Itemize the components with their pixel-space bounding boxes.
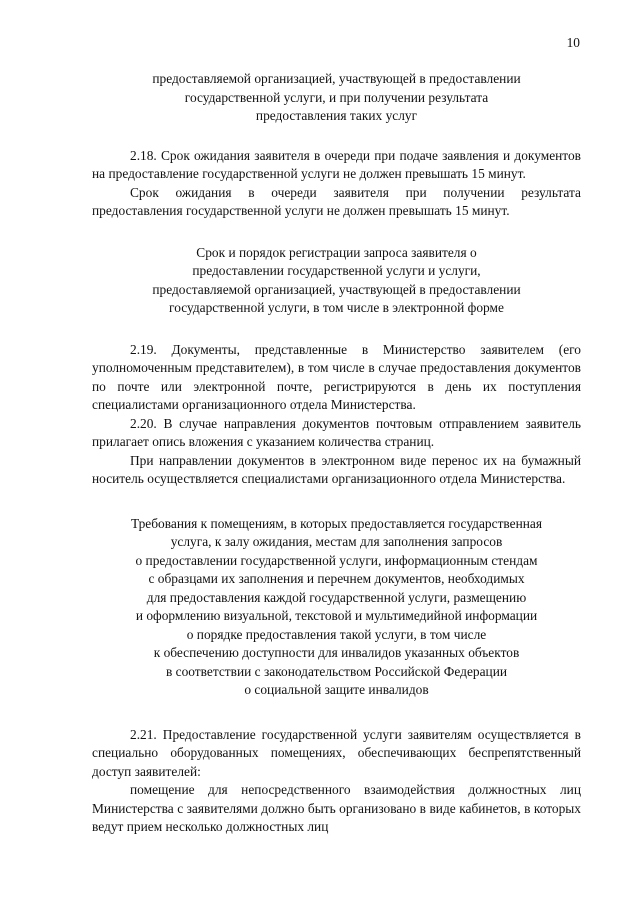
heading-line: услуга, к залу ожидания, местам для заполнения запросов <box>170 534 503 549</box>
section-heading-registration <box>92 244 581 318</box>
document-body <box>92 70 581 837</box>
heading-line: предоставлении государственной услуги и услуги, <box>192 263 481 278</box>
heading-line: с образцами их заполнения и перечнем документов, необходимых <box>148 571 525 586</box>
heading-line: для предоставления каждой государственной услуги, размещению <box>146 589 527 605</box>
heading-line: и оформлению визуальной, текстовой и мультимедийной информации <box>135 608 538 623</box>
paragraph-2-21-premises: помещение для непосредственного взаимодействия должностных лиц Министерства с заявителями должно быть организовано в виде кабинетов, в которых ведут прием несколько должностных лиц <box>92 782 581 834</box>
heading-line: Требования к помещениям, в которых предоставляется государственная <box>130 515 543 531</box>
paragraph-2-21: 2.21. Предоставление государственной услуги заявителям осуществляется в специально оборудованных помещениях, обеспечивающих беспрепятственный доступ заявителей: <box>92 726 581 779</box>
heading-line: о предоставлении государственной услуги, информационным стендам <box>135 552 538 568</box>
heading-line: предоставления таких услуг <box>255 108 418 123</box>
heading-line: Срок и порядок регистрации запроса заявителя о <box>196 244 477 260</box>
heading-line: о социальной защите инвалидов <box>244 682 429 697</box>
heading-line: в соответствии с законодательством Российской Федерации <box>165 663 508 679</box>
page-number: 10 <box>566 35 580 50</box>
paragraph-2-20-electronic: При направлении документов в электронном виде перенос их на бумажный носитель осуществляется специалистами организационного отдела Министерства. <box>92 452 581 486</box>
heading-continuation <box>92 70 581 126</box>
heading-line: к обеспечению доступности для инвалидов указанных объектов <box>153 645 520 660</box>
paragraph-2-19: 2.19. Документы, представленные в Министерство заявителем (его уполномоченным представителем), в том числе в случае предоставления документов по почте или электронной почте, регистрируются в день их поступления специалистами организационного отдела Министерства. <box>92 341 581 412</box>
heading-line: о порядке предоставления такой услуги, в том числе <box>186 626 487 642</box>
paragraph-2-18: 2.18. Срок ожидания заявителя в очереди при подаче заявления и документов на предоставление государственной услуги не должен превышать 15 минут. <box>92 147 581 181</box>
paragraph-2-20: 2.20. В случае направления документов почтовым отправлением заявитель прилагает опись вложения с указанием количества страниц. <box>92 415 581 449</box>
heading-line: предоставляемой организацией, участвующей в предоставлении <box>152 281 521 297</box>
paragraph-2-18-waiting: Срок ожидания в очереди заявителя при получении результата предоставления государственной услуги не должен превышать 15 минут. <box>92 184 581 218</box>
heading-line: государственной услуги, в том числе в электронной форме <box>169 300 504 315</box>
heading-line: предоставляемой организацией, участвующей в предоставлении <box>152 71 521 86</box>
heading-line: государственной услуги, и при получении результата <box>184 89 489 105</box>
section-heading-premises <box>92 515 581 700</box>
